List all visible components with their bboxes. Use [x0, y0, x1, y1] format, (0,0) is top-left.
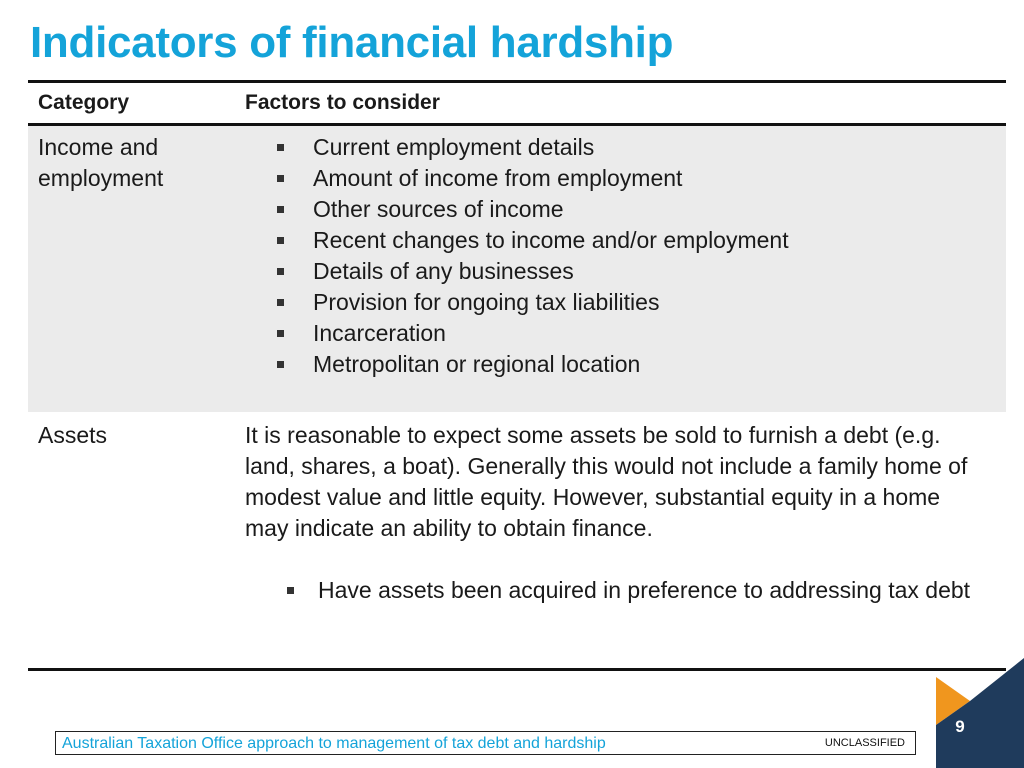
- classification-label: UNCLASSIFIED: [824, 737, 905, 749]
- header-factors: Factors to consider: [245, 91, 440, 114]
- bullet-text: Provision for ongoing tax liabilities: [313, 289, 660, 315]
- list-item: [245, 287, 1006, 318]
- bullet-square-icon: [277, 144, 284, 151]
- row-category-assets: Assets: [38, 422, 108, 448]
- bullet-square-icon: [277, 299, 284, 306]
- bullet-text: Metropolitan or regional location: [313, 351, 641, 377]
- list-item: [245, 318, 1006, 349]
- list-item: [245, 163, 1006, 194]
- bullet-square-icon: [277, 237, 284, 244]
- table-row: [28, 126, 1006, 412]
- bullet-square-icon: [277, 361, 284, 368]
- bullet-text: Have assets been acquired in preference to addressing tax debt: [318, 577, 971, 603]
- footer-title: Australian Taxation Office approach to management of tax debt and hardship: [62, 735, 606, 752]
- row-factors-income: [245, 126, 1006, 412]
- row-factors-assets: [245, 412, 1006, 668]
- bullet-text: Current employment details: [313, 134, 595, 160]
- hardship-table: [28, 80, 1006, 671]
- list-item: [245, 132, 1006, 163]
- bullet-square-icon: [277, 330, 284, 337]
- assets-paragraph: It is reasonable to expect some assets be sold to furnish a debt (e.g. land, shares, a boat). Generally this would not include a family home of modest value and little equity. However, substantial equity in a home may indicate an ability to obtain finance.: [245, 422, 968, 541]
- bullet-text: Recent changes to income and/or employment: [313, 227, 789, 253]
- page-number: 9: [955, 717, 965, 736]
- row-category-income: Income and employment: [38, 134, 164, 191]
- bullet-square-icon: [277, 206, 284, 213]
- bullet-square-icon: [277, 175, 284, 182]
- table-row: [28, 412, 1006, 668]
- bullet-text: Other sources of income: [313, 196, 564, 222]
- income-bullet-list: [245, 132, 1006, 380]
- slide-title: Indicators of financial hardship: [30, 18, 674, 67]
- bullet-square-icon: [287, 587, 294, 594]
- list-item: [245, 194, 1006, 225]
- table-bottom-rule: [28, 668, 1006, 671]
- list-item: [245, 256, 1006, 287]
- bullet-square-icon: [277, 268, 284, 275]
- ato-logo-icon: [912, 658, 1024, 768]
- list-item: [245, 349, 1006, 380]
- bullet-text: Details of any businesses: [313, 258, 574, 284]
- bullet-text: Incarceration: [313, 320, 446, 346]
- header-category: Category: [38, 91, 130, 114]
- bullet-text: Amount of income from employment: [313, 165, 683, 191]
- list-item: [245, 575, 986, 606]
- table-header-row: [28, 83, 1006, 123]
- footer-bar: [55, 731, 916, 755]
- list-item: [245, 225, 1006, 256]
